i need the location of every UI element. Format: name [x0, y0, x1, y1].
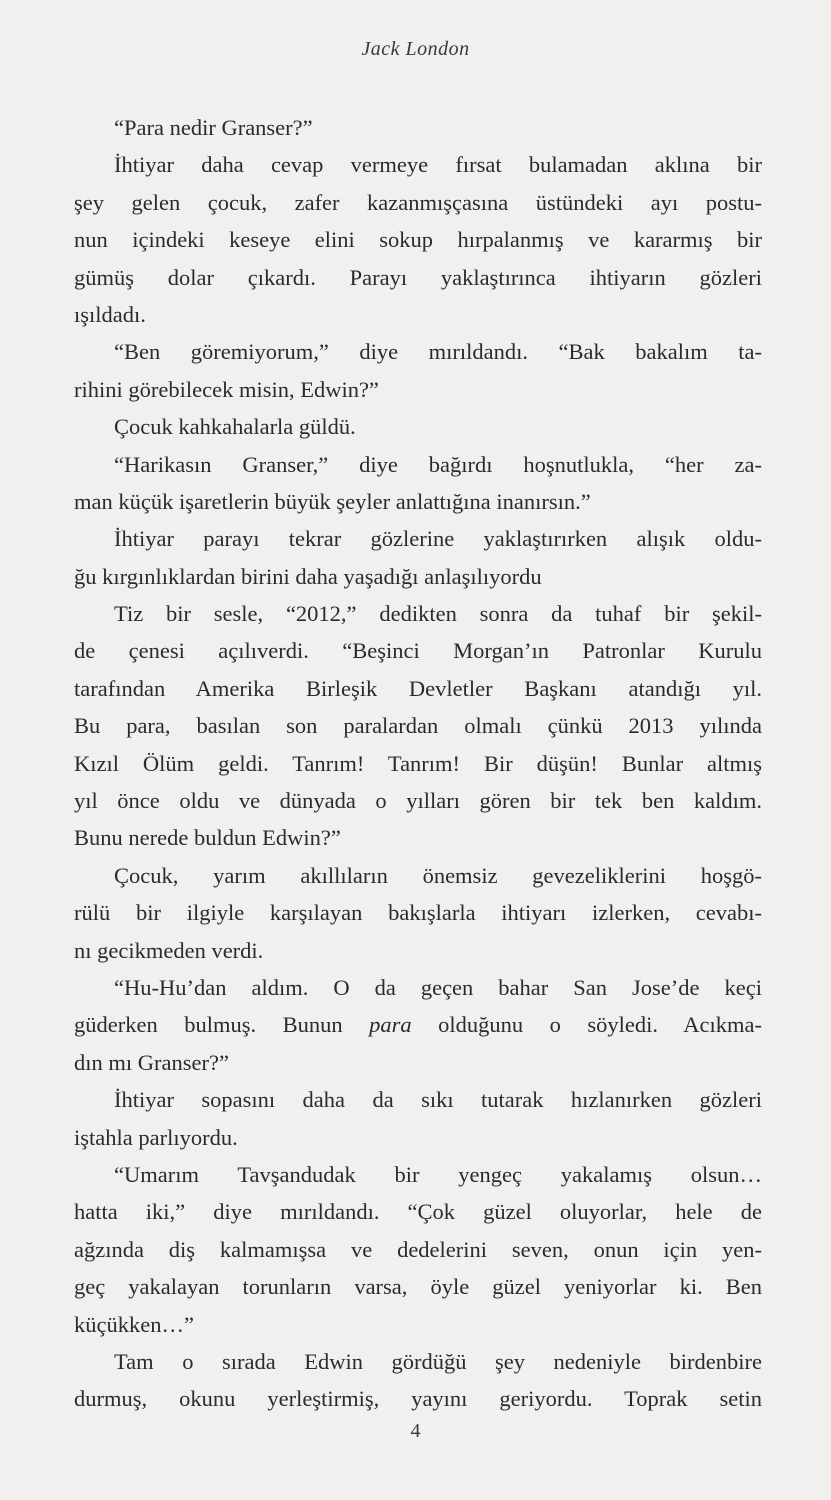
text-line: dın mı Granser?” [74, 1049, 229, 1075]
text-line: Bunu nerede buldun Edwin?” [74, 825, 341, 851]
text-line: küçükken…” [74, 1311, 194, 1337]
text-line: Çocuk kahkahalarla güldü. [114, 414, 356, 440]
text-line: yıl önce oldu ve dünyada o yılları gören bir tek ben kaldım. [74, 788, 762, 814]
text-line: de çenesi açılıverdi. “Beşinci Morgan’ın Patronlar Kurulu [74, 638, 762, 664]
text-line: Çocuk, yarım akıllıların önemsiz gevezeliklerini hoşgö- [114, 862, 762, 888]
text-segment: güderken bulmuş. Bunun [74, 1012, 370, 1038]
text-line: “Harikasın Granser,” diye bağırdı hoşnutlukla, “her za- [114, 451, 762, 477]
text-line: hatta iki,” diye mırıldandı. “Çok güzel oluyorlar, hele de [74, 1199, 762, 1225]
text-segment: olduğunu o söyledi. Acıkma- [411, 1012, 762, 1038]
text-line: Kızıl Ölüm geldi. Tanrım! Tanrım! Bir düşün! Bunlar altmış [74, 750, 762, 776]
text-line: şey gelen çocuk, zafer kazanmışçasına üstündeki ayı postu- [74, 189, 762, 215]
text-line: “Para nedir Granser?” [114, 115, 313, 140]
text-line: ağzında diş kalmamışsa ve dedelerini seven, onun için yen- [74, 1236, 762, 1262]
text-line: Bu para, basılan son paralardan olmalı çünkü 2013 yılında [74, 713, 762, 739]
text-line: man küçük işaretlerin büyük şeyler anlattığına inanırsın.” [74, 488, 591, 514]
page-number: 4 [410, 1420, 421, 1442]
text-line: nı gecikmeden verdi. [74, 937, 264, 963]
text-line: “Ben göremiyorum,” diye mırıldandı. “Bak bakalım ta- [114, 339, 762, 365]
text-line-with-emphasis [74, 1006, 762, 1043]
text-line: rihini görebilecek misin, Edwin?” [74, 376, 379, 402]
emphasized-word: para [369, 1012, 412, 1038]
text-line: İhtiyar parayı tekrar gözlerine yaklaştırırken alışık oldu- [114, 526, 762, 552]
text-line: ğu kırgınlıklardan birini daha yaşadığı anlaşılıyordu [74, 563, 542, 589]
text-line: rülü bir ilgiyle karşılayan bakışlarla ihtiyarı izlerken, cevabı- [74, 900, 762, 926]
text-line: iştahla parlıyordu. [74, 1124, 238, 1150]
text-line: gümüş dolar çıkardı. Parayı yaklaştırınca ihtiyarın gözleri [74, 264, 762, 290]
text-line: geç yakalayan torunların varsa, öyle güzel yeniyorlar ki. Ben [74, 1274, 762, 1300]
text-line: tarafından Amerika Birleşik Devletler Başkanı atandığı yıl. [74, 675, 762, 701]
text-line: Tam o sırada Edwin gördüğü şey nedeniyle birdenbire [114, 1348, 762, 1374]
text-line: ışıldadı. [74, 301, 146, 327]
running-head: Jack London [361, 38, 470, 60]
text-line: İhtiyar daha cevap vermeye fırsat bulamadan aklına bir [114, 152, 762, 178]
text-line: “Umarım Tavşandudak bir yengeç yakalamış olsun… [114, 1161, 762, 1187]
text-line: “Hu-Hu’dan aldım. O da geçen bahar San Jose’de keçi [114, 974, 762, 1000]
text-line: Tiz bir sesle, “2012,” dedikten sonra da tuhaf bir şekil- [114, 601, 762, 627]
text-line: durmuş, okunu yerleştirmiş, yayını geriyordu. Toprak setin [74, 1386, 762, 1412]
text-line: nun içindeki keseye elini sokup hırpalanmış ve kararmış bir [74, 227, 762, 253]
body-text [74, 109, 762, 1418]
text-line: İhtiyar sopasını daha da sıkı tutarak hızlanırken gözleri [114, 1087, 762, 1113]
